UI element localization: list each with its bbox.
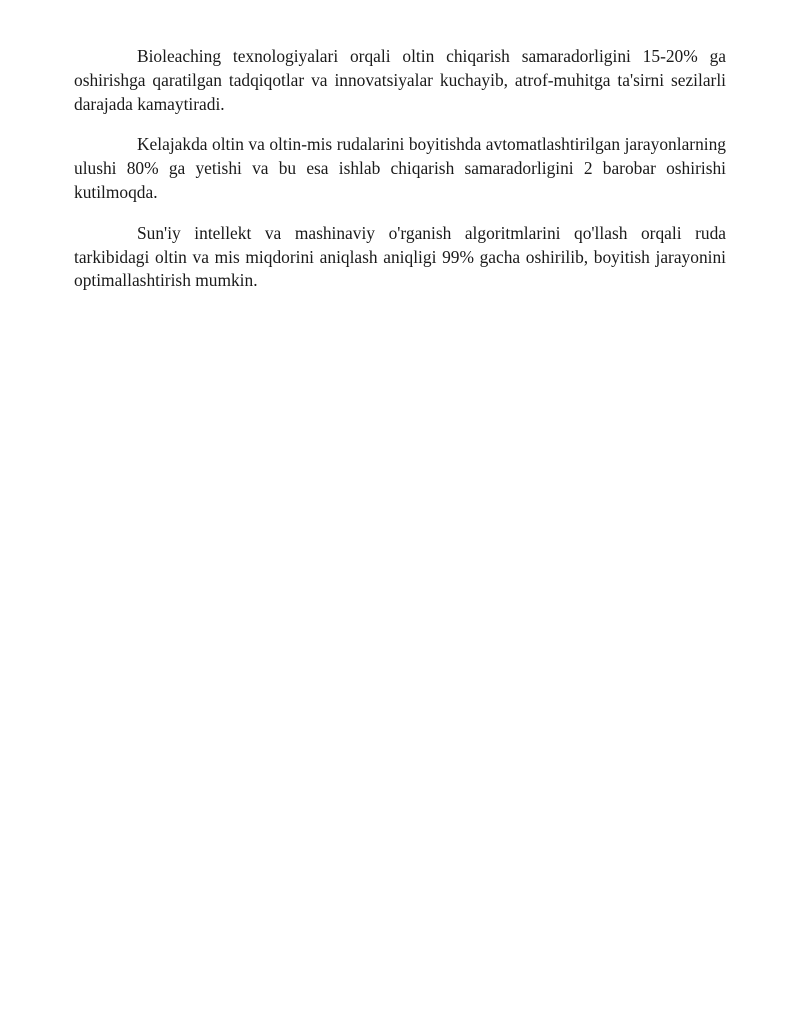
paragraph-automation: Kelajakda oltin va oltin-mis rudalarini boyitishda avtomatlashtirilgan jarayonlarning ulushi 80% ga yetishi va bu esa ishlab chiqarish samaradorligini 2 barobar oshirishi kutilmoqda.	[74, 134, 726, 202]
document-body	[74, 45, 726, 310]
paragraph-ai-ml: Sun'iy intellekt va mashinaviy o'rganish algoritmlarini qo'llash orqali ruda tarkibidagi oltin va mis miqdorini aniqlash aniqligi 99% gacha oshirilib, boyitish jarayonini optimallashtirish mumkin.	[74, 222, 726, 291]
paragraph-bioleaching: Bioleaching texnologiyalari orqali oltin chiqarish samaradorligini 15-20% ga oshirishga qaratilgan tadqiqotlar va innovatsiyalar kuchayib, atrof-muhitga ta'sirni sezilarli darajada kamaytiradi.	[74, 46, 726, 114]
